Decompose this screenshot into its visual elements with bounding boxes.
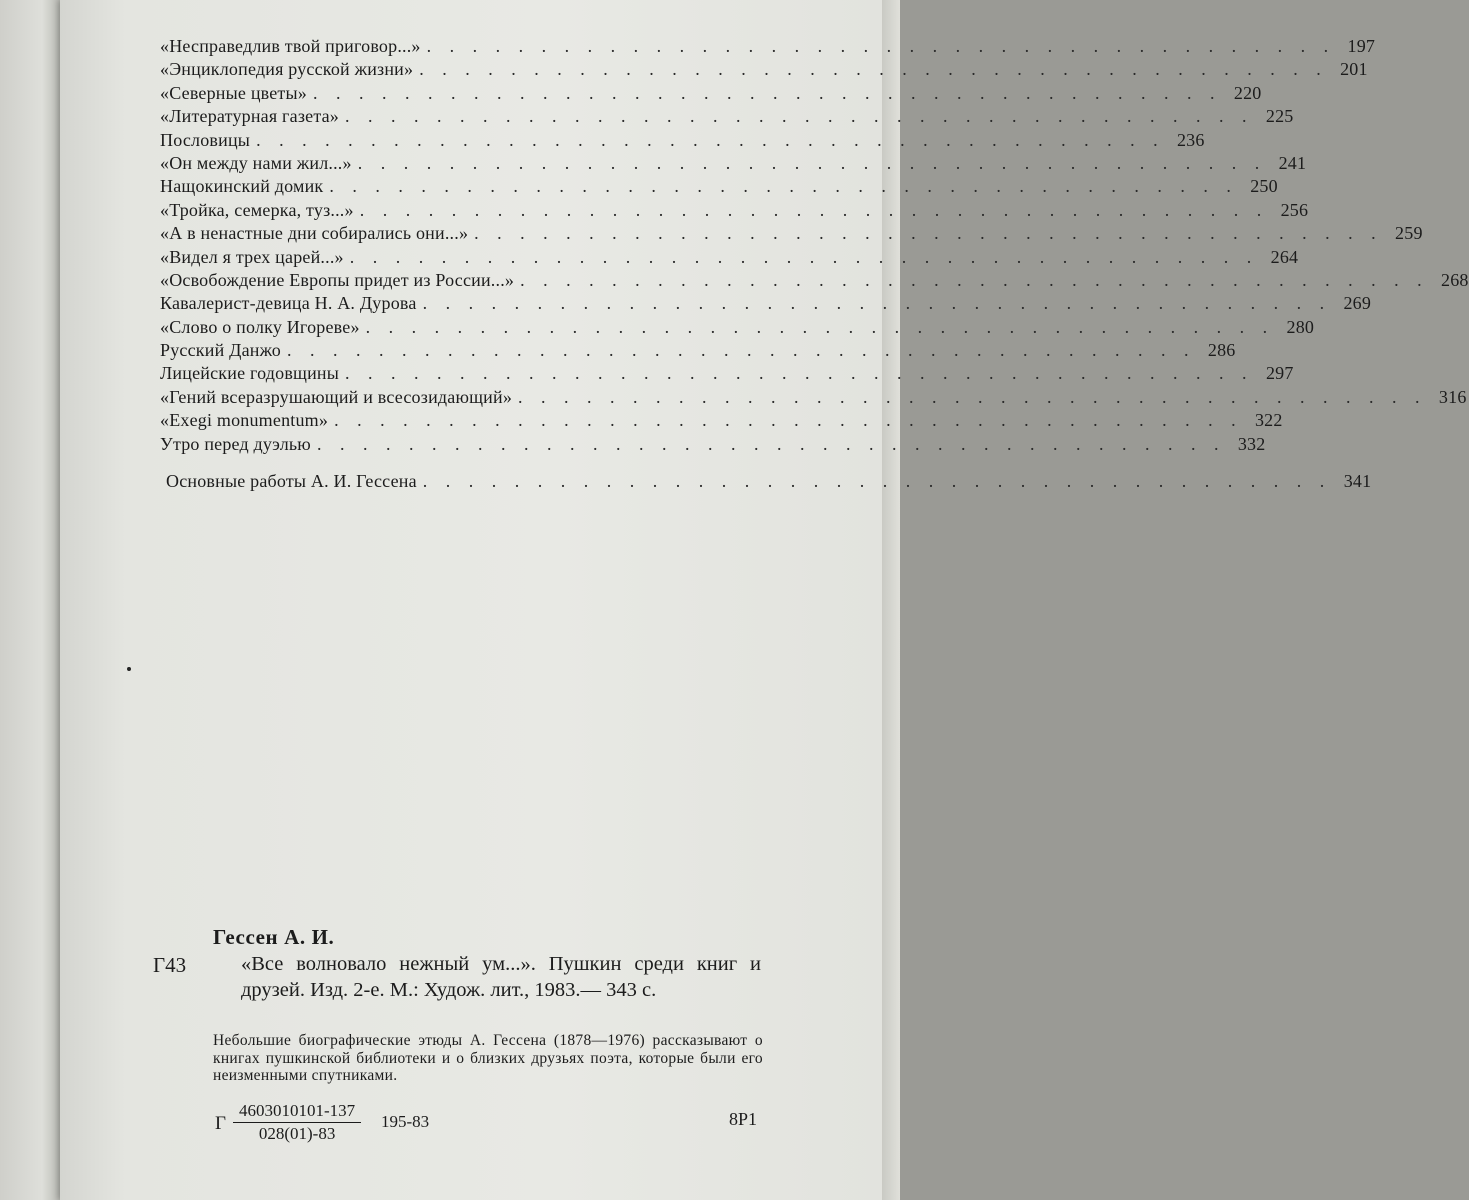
toc-dot-leader: . . . . . . . . . . . . . . . . . . . . . . . . . . . . . . . . . . . . . . . .: [334, 410, 1243, 431]
toc-entry-page: 316: [1438, 386, 1467, 407]
toc-entry-page: 268: [1441, 269, 1469, 290]
toc-dot-leader: . . . . . . . . . . . . . . . . . . . . . . . . . . . . . . . . . . . . . . . .: [520, 269, 1429, 290]
toc-entry-title: Кавалерист-девица Н. А. Дурова: [160, 293, 417, 314]
toc-entry: [160, 36, 1376, 59]
toc-dot-leader: . . . . . . . . . . . . . . . . . . . . . . . . . . . . . . . . . . . . . . . .: [357, 152, 1267, 173]
toc-dot-leader: . . . . . . . . . . . . . . . . . . . . . . . . . . . . . . . . . . . . . . . .: [316, 433, 1226, 454]
toc-entry-page: 264: [1270, 246, 1299, 267]
toc-dot-leader: . . . . . . . . . . . . . . . . . . . . . . . . . . . . . . . . . . . . . . . .: [422, 293, 1332, 314]
toc-entry-page: 341: [1343, 471, 1372, 492]
toc-entry-page: 256: [1280, 199, 1309, 220]
toc-entry: [160, 152, 1307, 176]
toc-entry-page: 220: [1233, 82, 1262, 103]
toc-entry-title: «Он между нами жил...»: [160, 152, 352, 173]
card-denominator: 028(01)-83: [258, 1124, 336, 1143]
toc-dot-leader: . . . . . . . . . . . . . . . . . . . . . . . . . . . . . . . . . . . . . . . .: [345, 106, 1254, 127]
toc-final-entry: [160, 471, 1372, 494]
toc-dot-leader: . . . . . . . . . . . . . . . . . . . . . . . . . . . . . . . . . . . . . . . .: [359, 199, 1269, 220]
toc-entry-title: «Тройка, семерка, туз...»: [160, 199, 354, 220]
toc-entry-page: 332: [1237, 433, 1266, 454]
toc-entry: [160, 129, 1205, 153]
toc-spacer: [160, 457, 705, 471]
toc-entry: [160, 340, 1236, 363]
toc-entry-title: Утро перед дуэлью: [160, 433, 311, 454]
toc-entry: [160, 269, 1469, 293]
toc-dot-leader: . . . . . . . . . . . . . . . . . . . . . . . . . . . . . . . . . . . . . . . .: [349, 246, 1259, 267]
toc-entry-page: 225: [1265, 106, 1294, 127]
toc-entry-page: 269: [1343, 293, 1372, 314]
toc-entry: [160, 410, 1283, 433]
toc-entry: [160, 363, 1294, 386]
toc-entry-title: Лицейские годовщины: [160, 363, 340, 384]
card-numerator: 4603010101-137: [233, 1101, 361, 1123]
toc-entry: [160, 293, 1372, 316]
toc-entry-title: «Освобождение Европы придет из России...»: [160, 269, 515, 290]
toc-entry: [160, 176, 1278, 199]
toc-dot-leader: . . . . . . . . . . . . . . . . . . . . . . . . . . . . . . . . . . . . . . . .: [313, 82, 1222, 103]
left-page-edge: [0, 0, 60, 1200]
toc-entry: [160, 433, 1266, 457]
toc-entry-page: 236: [1176, 129, 1205, 150]
toc-dot-leader: . . . . . . . . . . . . . . . . . . . . . . . . . . . . . . . . . . . . . . . .: [426, 36, 1336, 56]
toc-entry-title: «Слово о полку Игореве»: [160, 316, 360, 337]
toc-entry: [160, 316, 1315, 340]
toc-dot-leader: . . . . . . . . . . . . . . . . . . . . . . . . . . . . . . . . . . . . . . . .: [419, 59, 1328, 80]
card-fraction: [233, 1101, 361, 1144]
toc-entry-title: «Северные цветы»: [160, 82, 307, 103]
toc-entry-page: 201: [1340, 59, 1368, 80]
toc-entry: [160, 82, 1262, 106]
toc-dot-leader: . . . . . . . . . . . . . . . . . . . . . . . . . . . . . . . . . . . . . . . .: [329, 176, 1238, 197]
toc-entry-page: 250: [1250, 176, 1278, 197]
toc-dot-leader: . . . . . . . . . . . . . . . . . . . . . . . . . . . . . . . . . . . . . . . .: [365, 316, 1275, 337]
toc-entry-page: 280: [1286, 316, 1315, 337]
toc-entry-page: 322: [1254, 410, 1283, 431]
toc-dot-leader: . . . . . . . . . . . . . . . . . . . . . . . . . . . . . . . . . . . . . . . .: [518, 386, 1427, 407]
ink-dot: [127, 667, 131, 671]
card-author: Гессен А. И.: [213, 925, 335, 949]
toc-entry: [160, 246, 1299, 270]
card-annotation: Небольшие биографические этюды А. Гессена (1878—1976) рассказывают о книгах пушкинской библиотеки и о близких друзьях поэта, которые были его неизменными спутниками.: [213, 1032, 763, 1084]
toc-entry: [160, 223, 1423, 246]
toc-entry: [160, 386, 1467, 410]
toc-dot-leader: . . . . . . . . . . . . . . . . . . . . . . . . . . . . . . . . . . . . . . . .: [345, 363, 1254, 384]
toc-entry-title: «Гений всеразрушающий и всесозидающий»: [160, 386, 513, 407]
toc-entry: [160, 106, 1294, 129]
toc-entry-page: 241: [1278, 152, 1307, 173]
toc-entry-title: Русский Данжо: [160, 340, 281, 361]
toc-dot-leader: . . . . . . . . . . . . . . . . . . . . . . . . . . . . . . . . . . . . . . . .: [256, 129, 1165, 150]
toc-dot-leader: . . . . . . . . . . . . . . . . . . . . . . . . . . . . . . . . . . . . . . . .: [287, 340, 1196, 361]
card-index: Г43: [153, 953, 187, 977]
toc-dot-leader: . . . . . . . . . . . . . . . . . . . . . . . . . . . . . . . . . . . . . . . .: [474, 223, 1383, 244]
card-description: «Все волновало нежный ум...». Пушкин среди книг и друзей. Изд. 2-е. М.: Худож. лит., 1983.— 343 с.: [241, 953, 761, 1001]
card-code: 8Р1: [729, 1109, 758, 1129]
toc-entry: [160, 199, 1309, 223]
toc-entry-page: 197: [1347, 36, 1376, 56]
toc-entry-title: «Несправедлив твой приговор...»: [160, 36, 421, 56]
toc-entry-title: Нащокинский домик: [160, 176, 324, 197]
toc-dot-leader: . . . . . . . . . . . . . . . . . . . . . . . . . . . . . . . . . . . . . . . .: [422, 471, 1332, 492]
toc-entry-title: «А в ненастные дни собирались они...»: [160, 223, 469, 244]
toc-entry-title: «Энциклопедия русской жизни»: [160, 59, 414, 80]
toc-entry-title: «Exegi monumentum»: [160, 410, 329, 431]
toc-entry-title: «Видел я трех царей...»: [160, 246, 344, 267]
toc-entry-page: 286: [1207, 340, 1236, 361]
card-number: 195-83: [381, 1112, 430, 1131]
table-of-contents: [160, 36, 1469, 494]
toc-entry-page: 297: [1265, 363, 1294, 384]
toc-entry-title: Пословицы: [160, 129, 251, 150]
toc-entry-title: «Литературная газета»: [160, 106, 339, 127]
card-class-letter: Г: [215, 1113, 226, 1134]
toc-entry-title: Основные работы А. И. Гессена: [166, 471, 417, 492]
toc-entry-page: 259: [1395, 223, 1423, 244]
toc-entry: [160, 59, 1368, 82]
